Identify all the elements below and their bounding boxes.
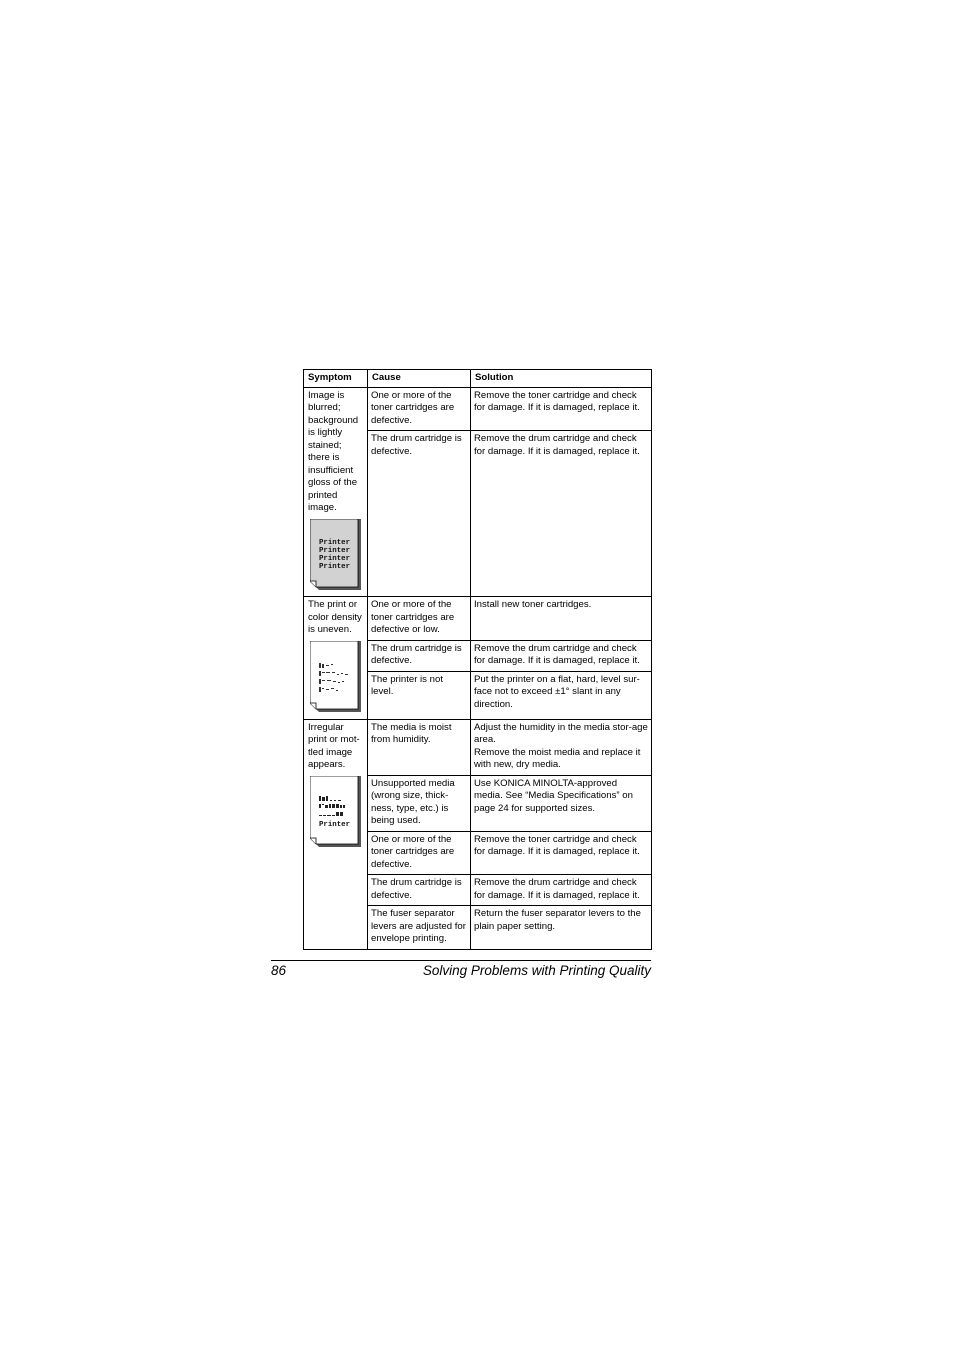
sample-text-line: Printer (319, 562, 351, 571)
cause-cell: The fuser separator levers are adjusted for envelope printing. (368, 906, 471, 950)
solution-cell: Remove the toner cartridge and check for damage. If it is damaged, replace it. (471, 387, 652, 431)
cause-cell: One or more of the toner cartridges are defective or low. (368, 597, 471, 641)
solution-cell: Remove the drum cartridge and check for damage. If it is damaged, replace it. (471, 640, 652, 671)
solution-cell (471, 719, 652, 775)
table-header-row (304, 370, 652, 388)
cause-cell: The drum cartridge is defective. (368, 431, 471, 597)
solution-line: Remove the moist media and replace it with new, dry media. (474, 746, 641, 770)
solution-cell: Remove the drum cartridge and check for damage. If it is damaged, replace it. (471, 431, 652, 597)
cause-cell: The drum cartridge is defective. (368, 875, 471, 906)
footer-title: Solving Problems with Printing Quality (422, 963, 651, 978)
solution-header: Solution (471, 370, 652, 388)
cause-cell: The media is moist from humidity. (368, 719, 471, 775)
irregular-print-sample-image (310, 776, 362, 848)
cause-cell: The drum cartridge is defective. (368, 640, 471, 671)
solution-line: Adjust the humidity in the media stor-age area. (474, 721, 648, 745)
solution-cell: Return the fuser separator levers to the plain paper setting. (471, 906, 652, 950)
page-sample-icon (310, 776, 362, 848)
cause-cell: One or more of the toner cartridges are defective. (368, 831, 471, 875)
symptom-cell-irregular-print (304, 719, 368, 949)
symptom-text: The print or color density is uneven. (308, 599, 362, 635)
table-row (304, 387, 652, 431)
page-number: 86 (271, 963, 287, 978)
solution-cell: Remove the toner cartridge and check for damage. If it is damaged, replace it. (471, 831, 652, 875)
symptom-cell-blurred (304, 387, 368, 597)
sample-text-line: Printer (319, 554, 351, 563)
cause-cell: One or more of the toner cartridges are defective. (368, 387, 471, 431)
table-row (304, 719, 652, 775)
uneven-density-sample-image (310, 641, 362, 713)
blurred-print-sample-image (310, 519, 362, 591)
troubleshooting-table (303, 369, 652, 950)
sample-text-line: Printer (319, 820, 351, 829)
table-row (304, 597, 652, 641)
solution-cell: Put the printer on a flat, hard, level sur-face not to exceed ±1° slant in any direction. (471, 671, 652, 719)
cause-cell: Unsupported media (wrong size, thick-ness, type, etc.) is being used. (368, 775, 471, 831)
page-sample-icon (310, 641, 362, 713)
footer-divider (271, 960, 651, 961)
symptom-cell-uneven-density (304, 597, 368, 720)
cause-cell: The printer is not level. (368, 671, 471, 719)
page-footer (271, 963, 651, 979)
symptom-header: Symptom (304, 370, 368, 388)
symptom-text: Irregular print or mot-tled image appears. (308, 721, 360, 770)
sample-text-line: Printer (319, 538, 351, 547)
page-sample-icon (310, 519, 362, 591)
solution-cell: Use KONICA MINOLTA-approved media. See “Media Specifications” on page 24 for supported sizes. (471, 775, 652, 831)
solution-cell: Remove the drum cartridge and check for damage. If it is damaged, replace it. (471, 875, 652, 906)
solution-cell: Install new toner cartridges. (471, 597, 652, 641)
symptom-text: Image is blurred; background is lightly stained; there is insufficient gloss of the printed image. (308, 389, 359, 513)
sample-text-line: Printer (319, 546, 351, 555)
cause-header: Cause (368, 370, 471, 388)
